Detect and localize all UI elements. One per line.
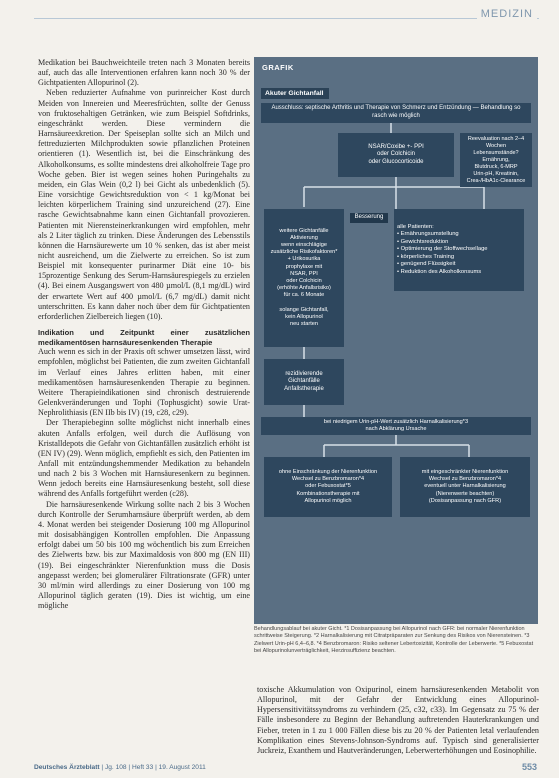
issue-info: | Jg. 108 | Heft 33 | 19. August 2011 (99, 764, 206, 771)
urine-ph-box: bei niedrigem Urin-pH-Wert zusätzlich Harnalkalisierung*3 nach Abklärung Ursache (261, 417, 531, 435)
figure-caption: Behandlungsablauf bei akuter Gicht. *1 Dosisanpassung bei Allopurinol nach GFR: bei normaler Nierenfunktion schrittweise Steigerung. *2 Harnalkalisierung mit Citratpräparaten zur Senkung des Risikos von Nierensteinen. *3 Zielwert Urin-pH 6,4–6,8. *4 Benzbromaron: Risiko seltener Lebertoxizität, Kontrolle der Leberwerte. *5 Febuxostat bei Allopurinolunverträglichkeit, Herzinsuffizienz beachten. (254, 626, 534, 654)
recurrent-attacks-box: weitere Gichtanfälle Aktivierung wenn einschlägige zusätzliche Risikofaktoren* + Urikosurika prophylaxe mit NSAR, PPI oder Colchicin (erhöhte Anfallsrisiko) für ca. 6 Monate solange Gichtanfall, kein Allopurinol neu starten (264, 209, 344, 347)
paragraph: Die harnsäuresenkende Wirkung sollte nach 2 bis 3 Wochen durch Kontrolle der Serumharnsäure überprüft werden, ab dem 4. Monat werden bei steigender Dosierung 100 mg Allopurinol mit dosisabhängigen Kontrollen empfohlen. Die Anpassung erfolgt dabei um 50 bis 100 mg wöchentlich bis zum Erreichen des Zielwerts bzw. bis zur Maximaldosis von 800 mg (EN III) (19). Bei eingeschränkter Nierenfunktion muss die Dosis angepasst werden; bei glomerulärer Filtrationsrate (GFR) unter 30 ml/min wird allerdings zu einer Dosierung von 100 mg Allopurinol täglich geraten (19). Dies ist wichtig, um eine mögliche (38, 499, 250, 611)
journal-footer (34, 764, 206, 771)
reevaluation-box: Reevaluation nach 2–4 Wochen Lebensumstände? Ernährung, Blutdruck, 6-MRP Urin-pH, Kreatinin, Crea-/HbA1c-Clearance (460, 133, 532, 187)
exclusion-box: Ausschluss: septische Arthritis und Therapie von Schmerz und Entzündung — Behandlung so rasch wie möglich (261, 103, 531, 123)
paragraph: Der Therapiebeginn sollte möglichst nicht innerhalb eines akuten Anfalls erfolgen, weil durch die Auflösung von Kristalldepots die Gefahr von Gichtanfällen zusätzlich erhöht ist (EN IV) (29). Wenn möglich, empfiehlt es sich, den Patienten im Anfall mit entzündungshemmender Medikation zu behandeln und nach 2 bis 3 Wochen mit Harnsäuresenkern zu beginnen. Wenn jedoch bereits eine Harnsäuresenkung besteht, soll diese während des Anfalls fortgeführt werden (c28). (38, 418, 250, 499)
normal-kidney-box: ohne Einschränkung der Nierenfunktion Wechsel zu Benzbromaron*4 oder Febuxostat*5 Kombinationstherapie mit Allopurinol möglich (264, 457, 392, 517)
header-rule (34, 18, 539, 19)
improvement-badge: Besserung (350, 213, 388, 223)
paragraph: Neben reduzierter Aufnahme von purinreicher Kost durch Meiden von Innereien und Meeresfrüchten, sollte der Genuss von fruktosehaltigen Getränken, wie zum Beispiel Softdrinks, eingeschränkt werden. Diese vermindern die Harnsäureexkretion. Der Speiseplan sollte sich an Milch und fettreduzierten Milchprodukten sowie pflanzlichen Proteinen orientieren (1). Wesentlich ist, bei die Einschränkung des Alkoholkonsums, es sollte mindestens drei alkoholfreie Tage pro Woche geben. Bier ist wegen seines hohen Puringehalts zu meiden, ein Glas Wein (0,2 l) bei Gicht als unbedenklich (5). Eine vorsichtige Gewichtsreduktion von < 1 kg/Monat bei leichten körperlichem Training sind unzureichend (27). Eine rasche Gewichtsabnahme kann einen Gichtanfall provozieren. Patienten mit Nierensteinerkrankungen wird empfohlen, mehr als 2 Liter täglich zu trinken. Diese Änderungen des Lebensstils können die Harnsäurewerte um 10 % senken, das ist aber meist nicht ausreichend, um die Zielwerte zu erreichen. So ist zum Beispiel mit konsequenter purinarmer Diät eine 10- bis 15prozentige Senkung des Serum-Harnsäurespiegels zu erzielen (4). Bei einem Ausgangswert von 480 µmol/L (8,1 mg/dL) wird der erwartete Wert auf 400 µmol/L (6,7 mg/dL) damit nicht unterschritten. Es kann daher noch über dem für Gichtpatienten erforderlichen Zielbereich liegen (10). (38, 88, 250, 321)
paragraph: toxische Akkumulation von Oxipurinol, einem harnsäuresenkenden Metabolit von Allopurinol, mit der Gefahr der Entwicklung eines Allopurinol-Hypersensitivitätssyndroms zu verhindern (25, c32, c33). Im Gegensatz zu 75 % der Fälle insbesondere zu Beginn der Behandlung auftretenden Hauterkrankungen und Fieber, treten in 1 zu 1 000 Fällen diese bis zu 20 % der Patienten letal verlaufenden Komplikation eines Stevens-Johnson-Syndroms auf. Typisch sind generalisierter Juckreiz, Exanthem und Hautveränderungen, Leberwerterhöhungen und Eosinophilie. (257, 685, 539, 755)
right-text-column (257, 685, 539, 763)
section-label: MEDIZIN (477, 8, 537, 20)
flowchart-header: Akuter Gichtanfall (261, 88, 329, 99)
treatment-flowchart (254, 57, 538, 624)
paragraph: Medikation bei Bauchweichteile treten nach 3 Monaten bereits auf, auch das alle Interventionen erfahren kann noch 30 % der Gichtpatienten Allopurinol (2). (38, 58, 250, 88)
result-box: rezidivierende Gichtanfälle Anfallstherapie (264, 359, 344, 405)
nsar-box: NSAR/Coxibe +- PPI oder Colchicin oder Glucocorticoide (338, 133, 454, 177)
impaired-kidney-box: mit eingeschränkter Nierenfunktion Wechsel zu Benzbromaron*4 eventuell unter Harnalkalisierung (Nierenwerte beachten) (Dosisanpassung nach GFR) (400, 457, 530, 517)
paragraph: Auch wenn es sich in der Praxis oft schwer umsetzen lässt, wird empfohlen, möglichst bei Patienten, die zum zweiten Gichtanfall im Verlauf eines Jahres erlitten haben, mit einer medikamentösen harnsäuresenkenden Therapie zu beginnen. Weitere Therapieindikationen sind chronisch destruierende Gelenkveränderungen und Tophi (Tophusgicht) sowie Urat-Nephrolithiasis (EN IIb bis IV) (19, c28, c29). (38, 347, 250, 418)
section-heading: Indikation und Zeitpunkt einer zusätzlichen medikamentösen harnsäuresenkenden Therapie (38, 328, 250, 347)
left-text-column (38, 58, 250, 763)
page-number: 553 (521, 762, 537, 772)
journal-name: Deutsches Ärzteblatt (34, 764, 100, 771)
all-patients-box: alle Patienten: • Ernährungsumstellung • Gewichtsreduktion • Optimierung der Stoffwechsellage • körperliches Training • genügend Flüssigkeit • Reduktion des Alkoholkonsums (394, 209, 524, 291)
graphic-label: GRAFIK (262, 63, 294, 72)
